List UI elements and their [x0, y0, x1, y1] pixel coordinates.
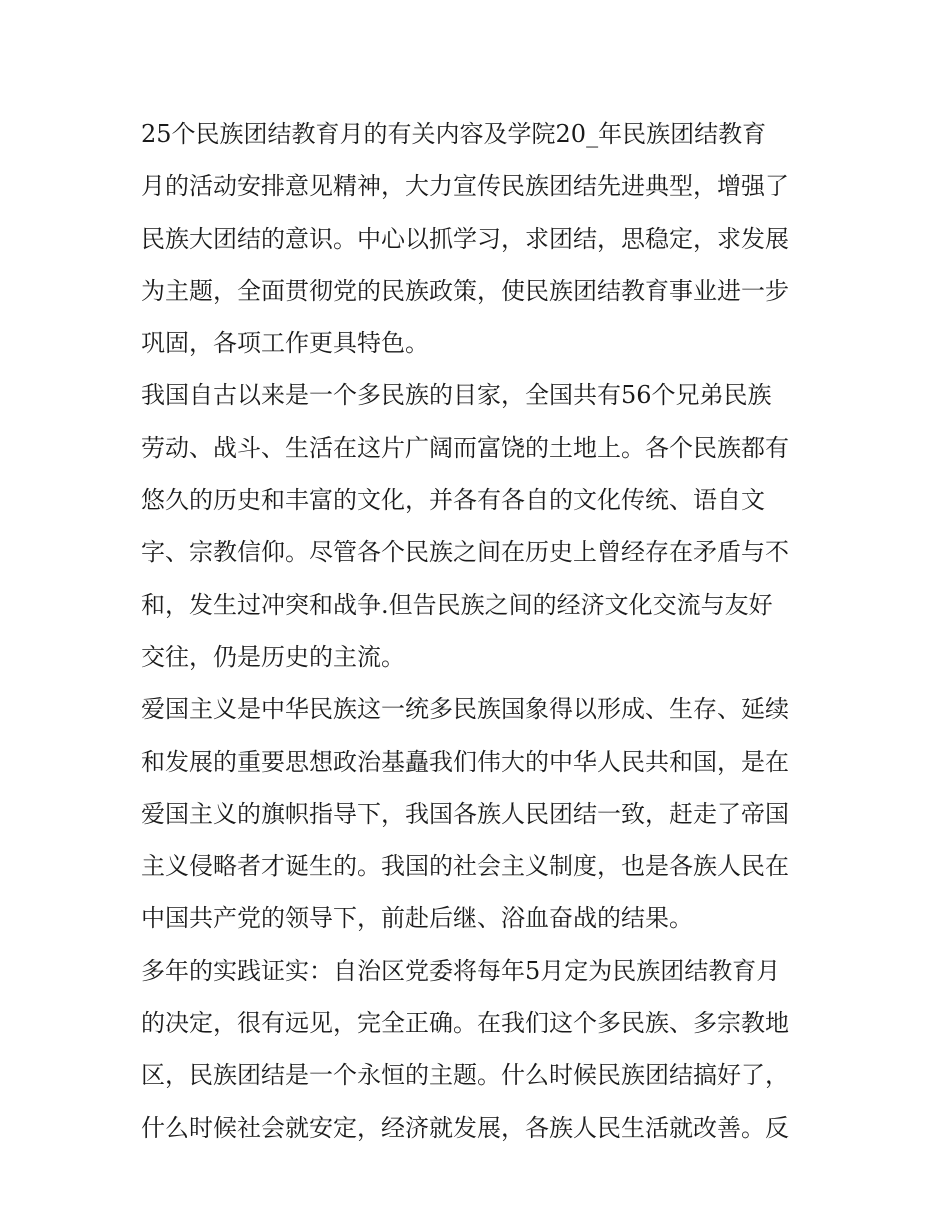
paragraph	[141, 945, 813, 1154]
text-line: 劳动、战斗、生活在这片广阔而富饶的土地上。各个民族都有	[141, 433, 789, 462]
text-line: 巩固，各项工作更具特色。	[141, 329, 429, 358]
text-line: 字、宗教信仰。尽管各个民族之间在历史上曾经存在矛盾与不	[141, 538, 789, 567]
text-line: 爱国主义是中华民族这一统多民族国象得以形成、生存、延续	[141, 695, 789, 724]
text-line: 爱国主义的旗帜指导下，我国各族人民团结一致，赶走了帝国	[141, 799, 789, 828]
text-line: 悠久的历史和丰富的文化，并各有各自的文化传统、语自文	[141, 486, 765, 515]
text-line: 什么时候社会就安定，经济就发展，各族人民生活就改善。反	[141, 1113, 789, 1142]
paragraph	[141, 108, 813, 369]
text-line: 中国共产党的领导下，前赴后继、浴血奋战的结果。	[141, 904, 693, 933]
paragraph	[141, 369, 813, 683]
text-line: 25个民族团结教育月的有关内容及学院20_年民族团结教育	[141, 120, 767, 148]
text-line: 月的活动安排意见精神，大力宣传民族团结先进典型，增强了	[141, 172, 789, 201]
text-line: 的决定，很有远见，完全正确。在我们这个多民族、多宗教地	[141, 1009, 789, 1038]
text-line: 和发展的重要思想政治基矗我们伟大的中华人民共和国，是在	[141, 747, 789, 776]
text-line: 和，发生过冲突和战争.但告民族之间的经济文化交流与友好	[141, 590, 773, 619]
text-line: 为主题，全面贯彻党的民族政策，使民族团结教育事业进一步	[141, 276, 789, 305]
paragraph	[141, 683, 813, 944]
text-line: 区，民族团结是一个永恒的主题。什么时候民族团结搞好了，	[141, 1061, 789, 1090]
text-line: 多年的实践证实：自治区党委将每年5月定为民族团结教育月	[141, 956, 781, 985]
text-line: 我国自古以来是一个多民族的目家，全国共有56个兄弟民族	[141, 381, 772, 410]
text-line: 交往，仍是历史的主流。	[141, 642, 405, 671]
text-line: 民族大团结的意识。中心以抓学习，求团结，思稳定，求发展	[141, 224, 789, 253]
text-line: 主义侵略者才诞生的。我国的社会主义制度，也是各族人民在	[141, 852, 789, 881]
document-body	[141, 108, 813, 1154]
